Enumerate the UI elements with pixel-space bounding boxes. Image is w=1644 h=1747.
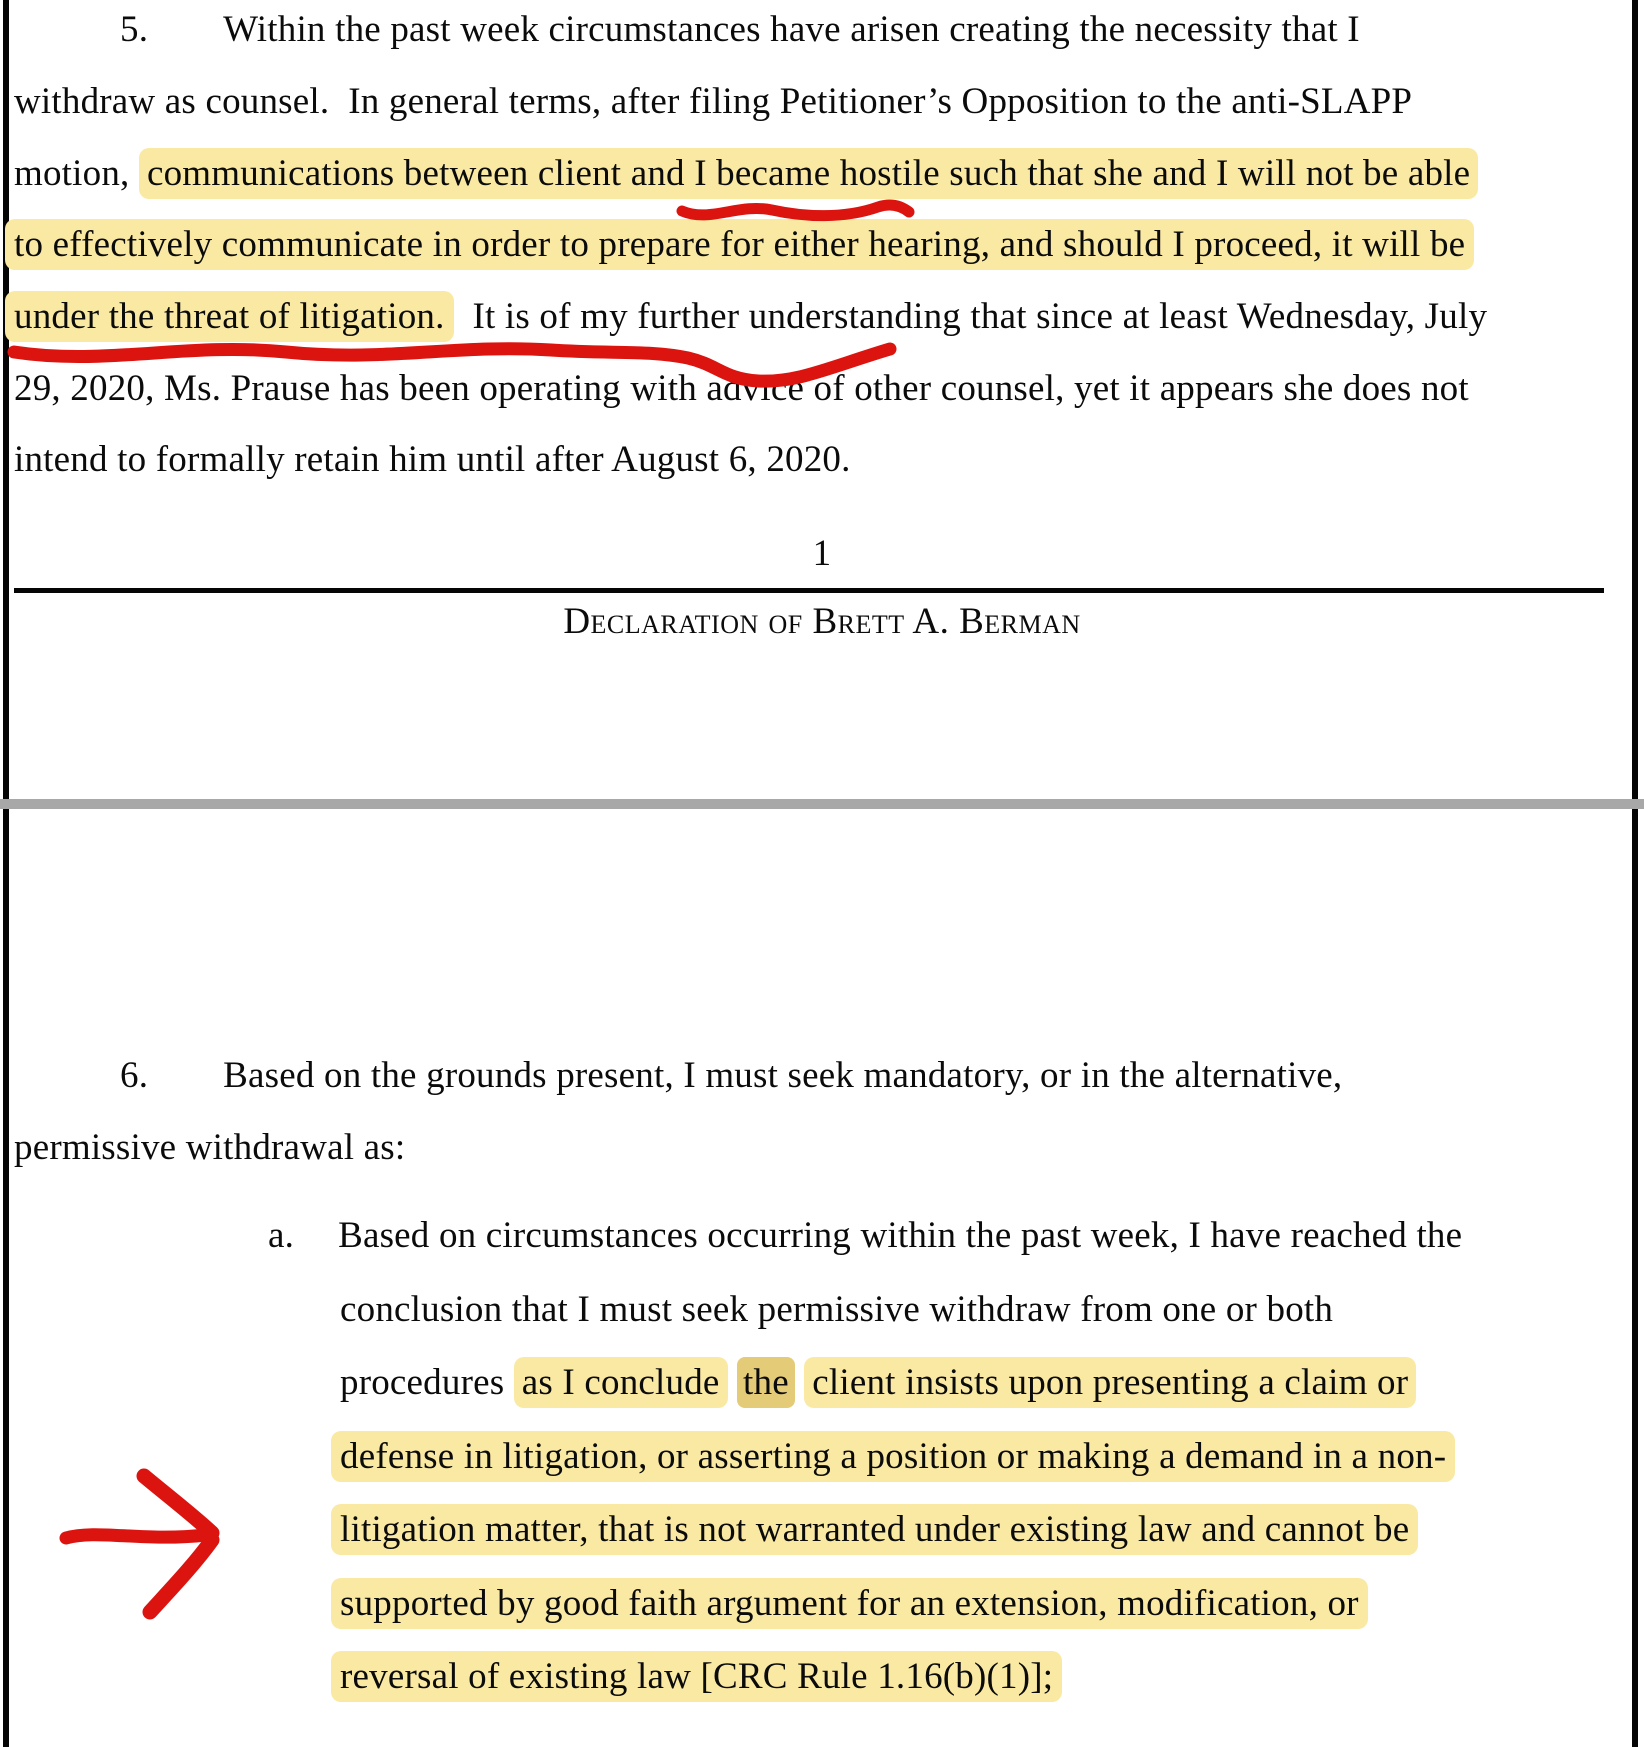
paragraph-5-line-3-plain: motion, (14, 153, 139, 194)
highlighted-text: supported by good faith argument for an extension, modification, or (331, 1578, 1368, 1629)
page-2-left-border (3, 809, 9, 1747)
subparagraph-a-line-3-plain: procedures (340, 1362, 514, 1403)
highlighted-text: defense in litigation, or asserting a position or making a demand in a non- (331, 1431, 1455, 1482)
highlighted-text: communications between client and I became hostile such that she and I will not be able (139, 148, 1478, 199)
paragraph-6-line-2-text: permissive withdrawal as: (14, 1127, 406, 1168)
paragraph-5-line-6-text: 29, 2020, Ms. Prause has been operating with advice of other counsel, yet it appears she does not (14, 368, 1469, 409)
paragraph-5-line-2 (14, 78, 1412, 126)
paragraph-6-line-1 (120, 1052, 1342, 1100)
subparagraph-a-label: a. (268, 1215, 295, 1256)
gap (795, 1362, 804, 1403)
paragraph-5-line-4 (14, 221, 1474, 269)
subparagraph-a-line-2-text: conclusion that I must seek permissive withdraw from one or both (340, 1289, 1334, 1330)
page-number: 1 (812, 533, 832, 574)
footer-separator-rule (14, 588, 1604, 593)
paragraph-6-number: 6. (120, 1055, 149, 1096)
subparagraph-a-line-1 (268, 1212, 1462, 1260)
subparagraph-a-line-7 (340, 1653, 1062, 1701)
paragraph-6-line-2 (14, 1124, 405, 1172)
paragraph-5-line-7 (14, 436, 851, 484)
subparagraph-a-line-3 (340, 1359, 1416, 1407)
page-2-right-border (1632, 809, 1638, 1747)
paragraph-5-line-5 (14, 293, 1487, 341)
paragraph-5-line-3 (14, 150, 1478, 198)
subparagraph-a-line-1-text: Based on circumstances occurring within the past week, I have reached the (338, 1215, 1463, 1256)
highlighted-text: reversal of existing law [CRC Rule 1.16(b)(1)]; (331, 1651, 1062, 1702)
subparagraph-a-line-2 (340, 1286, 1333, 1334)
page-gap-divider (0, 799, 1644, 809)
footer-document-title: Declaration of Brett A. Berman (563, 601, 1081, 642)
paragraph-5-line-6 (14, 365, 1469, 413)
page-1-right-border (1632, 0, 1638, 799)
highlighted-text: as I conclude (514, 1357, 728, 1408)
paragraph-5-line-1 (120, 6, 1360, 54)
subparagraph-a-line-4 (340, 1433, 1455, 1481)
paragraph-5-line-7-text: intend to formally retain him until after August 6, 2020. (14, 439, 851, 480)
page-1-left-border (3, 0, 9, 799)
paragraph-6-line-1-text: Based on the grounds present, I must seek mandatory, or in the alternative, (223, 1055, 1343, 1096)
double-highlighted-text: the (737, 1357, 795, 1408)
subparagraph-a-line-5 (340, 1506, 1418, 1554)
paragraph-5-number: 5. (120, 9, 149, 50)
gap (728, 1362, 737, 1403)
highlighted-text: litigation matter, that is not warranted under existing law and cannot be (331, 1504, 1418, 1555)
paragraph-5-line-5-plain: It is of my further understanding that since at least Wednesday, July (453, 296, 1488, 337)
highlighted-text: under the threat of litigation. (5, 291, 454, 342)
paragraph-5-line-1-text: Within the past week circumstances have arisen creating the necessity that I (223, 9, 1360, 50)
paragraph-5-line-2-text: withdraw as counsel. In general terms, after filing Petitioner’s Opposition to the anti-SLAPP (14, 81, 1413, 122)
subparagraph-a-line-6 (340, 1580, 1368, 1628)
highlighted-text: to effectively communicate in order to prepare for either hearing, and should I proceed, it will be (5, 219, 1474, 270)
highlighted-text: client insists upon presenting a claim or (804, 1357, 1416, 1408)
page-1 (0, 0, 1644, 799)
